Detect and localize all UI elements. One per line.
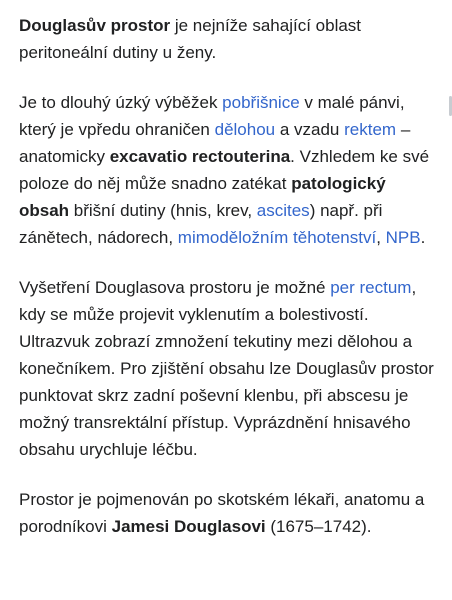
paragraph-anatomy — [19, 89, 439, 251]
term-douglas-space: Douglasův prostor — [19, 16, 171, 35]
paragraph-text: ) např. při zánětech, nádorech, — [19, 201, 383, 247]
link-deloha[interactable]: dělohou — [214, 120, 276, 139]
term-excavatio: excavatio rectouterina — [109, 147, 291, 166]
paragraph-text: je nejníže sahající oblast peritoneální dutiny u ženy. — [19, 16, 362, 62]
paragraph-text: břišní dutiny (hnis, krev, — [69, 201, 257, 220]
link-rektum[interactable]: rektem — [344, 120, 397, 139]
paragraph-intro — [19, 12, 439, 66]
paragraph-text: – anatomicky — [19, 120, 411, 166]
paragraph-examination — [19, 274, 439, 463]
paragraph-text: . — [420, 228, 426, 247]
paragraph-text: Je to dlouhý úzký výběžek — [19, 93, 223, 112]
paragraph-text: . Vzhledem ke své poloze do něj může snadno zatékat — [19, 147, 430, 193]
link-npb[interactable]: NPB — [385, 228, 421, 247]
paragraph-naming — [19, 486, 439, 540]
paragraph-text: (1675–1742). — [265, 517, 372, 536]
paragraph-text: v malé pánvi, který je vpředu ohraničen — [19, 93, 405, 139]
paragraph-text: , — [376, 228, 386, 247]
term-james-douglas: Jamesi Douglasovi — [111, 517, 266, 536]
paragraph-text: Vyšetření Douglasova prostoru je možné — [19, 278, 331, 297]
article-body — [19, 12, 439, 563]
term-pathologic-content: patologický obsah — [19, 174, 386, 220]
paragraph-text: a vzadu — [275, 120, 345, 139]
link-per-rectum[interactable]: per rectum — [330, 278, 412, 297]
paragraph-text: Prostor je pojmenován po skotském lékaři, anatomu a porodníkovi — [19, 490, 425, 536]
link-ascites[interactable]: ascites — [256, 201, 310, 220]
link-ectopic-pregnancy[interactable]: mimoděložním těhotenství — [177, 228, 377, 247]
paragraph-text: , kdy se může projevit vyklenutím a bolestivostí. Ultrazvuk zobrazí zmnožení tekutiny mezi dělohou a konečníkem. Pro zjištění obsahu lze Douglasův prostor punktovat skrz zadní poševní klenbu, při abscesu je možný transrektální přístup. Vyprázdnění hnisavého obsahu urychluje léčbu. — [19, 278, 434, 459]
link-pobrisnice[interactable]: pobřišnice — [222, 93, 300, 112]
